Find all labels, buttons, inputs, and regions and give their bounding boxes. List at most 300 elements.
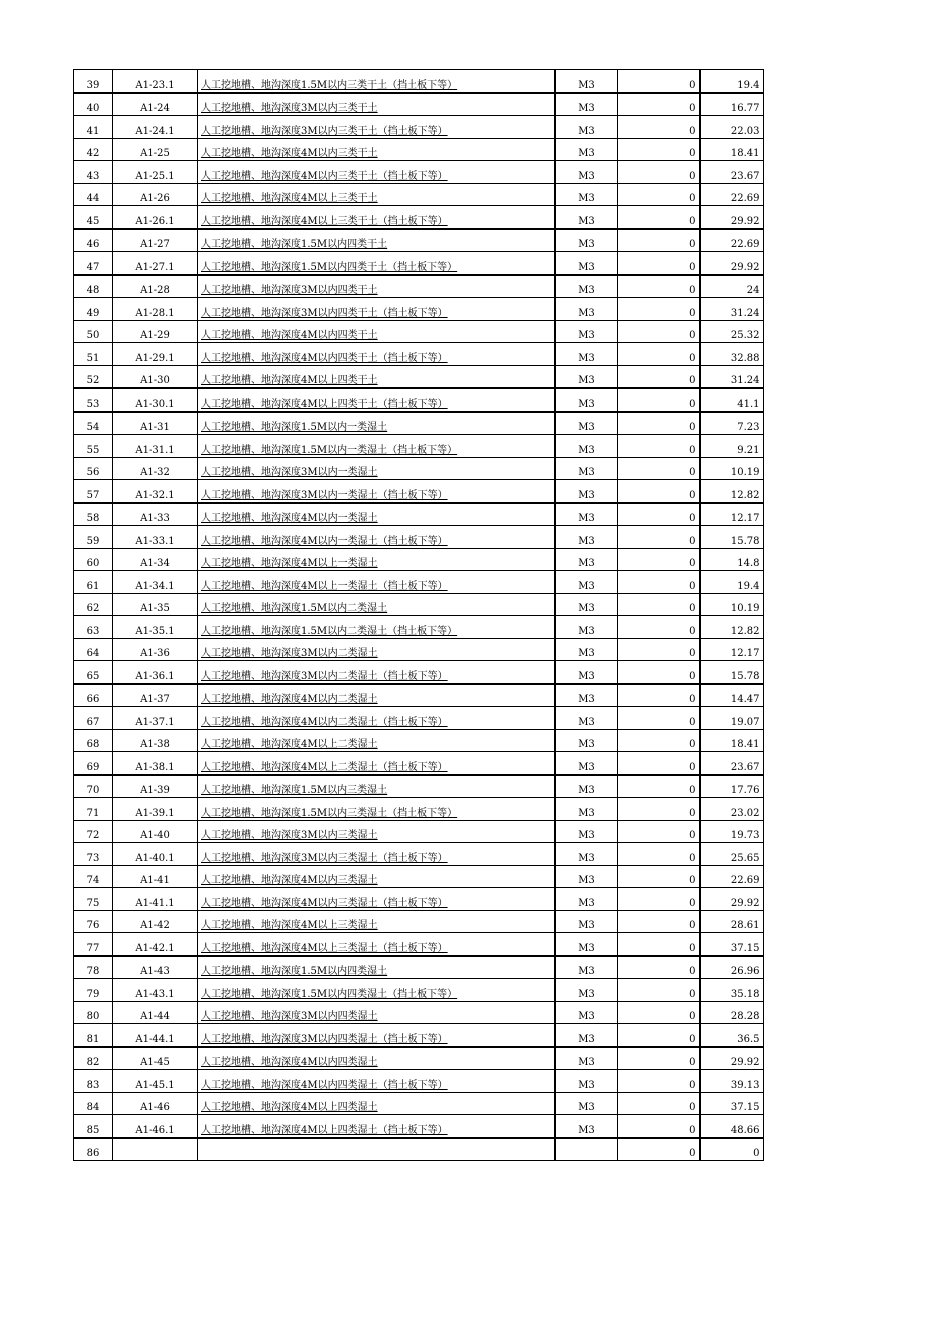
cell-quota-code[interactable]: A1-25 bbox=[113, 138, 198, 161]
cell-quota-code[interactable]: A1-33.1 bbox=[113, 526, 198, 549]
cell-quota-code[interactable]: A1-37 bbox=[113, 684, 198, 707]
cell-quantity[interactable]: 0 bbox=[618, 138, 700, 161]
cell-quota-code[interactable]: A1-42.1 bbox=[113, 933, 198, 956]
table-row bbox=[74, 593, 764, 616]
cell-row-number[interactable]: 53 bbox=[74, 388, 113, 412]
cell-row-number[interactable]: 71 bbox=[74, 798, 113, 821]
cell-item-name[interactable]: 人工挖地槽、地沟深度4M以上一类湿土 bbox=[198, 548, 556, 571]
cell-quota-code[interactable]: A1-27 bbox=[113, 229, 198, 252]
cell-unit-price[interactable]: 12.82 bbox=[700, 480, 764, 503]
cell-unit[interactable]: M3 bbox=[555, 684, 618, 707]
cell-quantity[interactable]: 0 bbox=[618, 275, 700, 298]
quota-table bbox=[73, 69, 764, 1161]
cell-item-name[interactable]: 人工挖地槽、地沟深度1.5M以内四类湿土 bbox=[198, 956, 556, 979]
cell-unit[interactable]: M3 bbox=[555, 661, 618, 684]
cell-unit-price[interactable]: 37.15 bbox=[700, 1092, 764, 1115]
cell-unit-price[interactable]: 10.19 bbox=[700, 593, 764, 616]
cell-unit-price[interactable]: 24 bbox=[700, 275, 764, 298]
cell-unit[interactable]: M3 bbox=[555, 526, 618, 549]
cell-row-number[interactable]: 75 bbox=[74, 888, 113, 911]
cell-row-number[interactable]: 42 bbox=[74, 138, 113, 161]
cell-unit[interactable]: M3 bbox=[555, 1047, 618, 1070]
cell-item-name[interactable]: 人工挖地槽、地沟深度4M以上四类湿土 bbox=[198, 1092, 556, 1115]
table-row bbox=[74, 116, 764, 139]
cell-row-number[interactable]: 46 bbox=[74, 229, 113, 252]
cell-unit[interactable]: M3 bbox=[555, 320, 618, 343]
cell-quota-code[interactable]: A1-34.1 bbox=[113, 571, 198, 594]
cell-quantity[interactable]: 0 bbox=[618, 435, 700, 458]
table-row bbox=[74, 70, 764, 93]
cell-unit[interactable]: M3 bbox=[555, 933, 618, 956]
cell-quantity[interactable]: 0 bbox=[618, 229, 700, 252]
cell-quantity[interactable]: 0 bbox=[618, 979, 700, 1002]
cell-quantity[interactable]: 0 bbox=[618, 1024, 700, 1047]
cell-quantity[interactable]: 0 bbox=[618, 93, 700, 116]
cell-quota-code[interactable]: A1-24.1 bbox=[113, 116, 198, 139]
cell-unit-price[interactable]: 12.17 bbox=[700, 638, 764, 661]
cell-quantity[interactable]: 0 bbox=[618, 343, 700, 366]
cell-quota-code[interactable]: A1-39.1 bbox=[113, 798, 198, 821]
cell-item-name[interactable]: 人工挖地槽、地沟深度4M以内四类湿土 bbox=[198, 1047, 556, 1070]
table-row bbox=[74, 138, 764, 161]
cell-unit[interactable]: M3 bbox=[555, 979, 618, 1002]
cell-quota-code[interactable] bbox=[113, 1138, 198, 1161]
cell-item-name[interactable]: 人工挖地槽、地沟深度1.5M以内四类湿土（挡土板下等） bbox=[198, 979, 556, 1002]
cell-item-name[interactable]: 人工挖地槽、地沟深度1.5M以内一类湿土（挡土板下等） bbox=[198, 435, 556, 458]
cell-row-number[interactable]: 78 bbox=[74, 956, 113, 979]
cell-row-number[interactable]: 40 bbox=[74, 93, 113, 116]
cell-unit[interactable]: M3 bbox=[555, 752, 618, 775]
cell-row-number[interactable]: 63 bbox=[74, 616, 113, 639]
cell-row-number[interactable]: 84 bbox=[74, 1092, 113, 1115]
cell-item-name[interactable]: 人工挖地槽、地沟深度1.5M以内四类干土（挡土板下等） bbox=[198, 252, 556, 275]
cell-quantity[interactable]: 0 bbox=[618, 503, 700, 526]
cell-quota-code[interactable]: A1-32.1 bbox=[113, 480, 198, 503]
cell-quantity[interactable]: 0 bbox=[618, 684, 700, 707]
cell-quota-code[interactable]: A1-40 bbox=[113, 820, 198, 843]
cell-item-name[interactable]: 人工挖地槽、地沟深度3M以内三类干土 bbox=[198, 93, 556, 116]
cell-item-name[interactable]: 人工挖地槽、地沟深度4M以上四类干土（挡土板下等） bbox=[198, 388, 556, 412]
cell-quota-code[interactable]: A1-28 bbox=[113, 275, 198, 298]
cell-quota-code[interactable]: A1-30 bbox=[113, 365, 198, 388]
cell-item-name[interactable]: 人工挖地槽、地沟深度3M以内二类湿土 bbox=[198, 638, 556, 661]
cell-item-name[interactable]: 人工挖地槽、地沟深度3M以内四类干土 bbox=[198, 275, 556, 298]
cell-item-name[interactable]: 人工挖地槽、地沟深度3M以内四类干土（挡土板下等） bbox=[198, 298, 556, 321]
cell-quota-code[interactable]: A1-36 bbox=[113, 638, 198, 661]
cell-row-number[interactable]: 43 bbox=[74, 161, 113, 184]
cell-unit-price[interactable]: 19.4 bbox=[700, 70, 764, 93]
cell-unit[interactable]: M3 bbox=[555, 910, 618, 933]
cell-unit[interactable] bbox=[555, 1138, 618, 1161]
cell-quantity[interactable]: 0 bbox=[618, 820, 700, 843]
cell-quantity[interactable]: 0 bbox=[618, 1115, 700, 1138]
cell-unit[interactable]: M3 bbox=[555, 820, 618, 843]
table-row bbox=[74, 503, 764, 526]
cell-item-name[interactable]: 人工挖地槽、地沟深度4M以上二类湿土 bbox=[198, 729, 556, 752]
cell-row-number[interactable]: 51 bbox=[74, 343, 113, 366]
cell-quantity[interactable]: 0 bbox=[618, 593, 700, 616]
cell-quantity[interactable]: 0 bbox=[618, 320, 700, 343]
cell-row-number[interactable]: 77 bbox=[74, 933, 113, 956]
cell-item-name[interactable]: 人工挖地槽、地沟深度4M以上三类湿土（挡土板下等） bbox=[198, 933, 556, 956]
cell-unit[interactable]: M3 bbox=[555, 229, 618, 252]
cell-quota-code[interactable]: A1-31.1 bbox=[113, 435, 198, 458]
cell-quantity[interactable]: 0 bbox=[618, 252, 700, 275]
cell-item-name[interactable]: 人工挖地槽、地沟深度4M以内一类湿土（挡土板下等） bbox=[198, 526, 556, 549]
cell-unit-price[interactable]: 19.73 bbox=[700, 820, 764, 843]
cell-item-name[interactable]: 人工挖地槽、地沟深度4M以上四类湿土（挡土板下等） bbox=[198, 1115, 556, 1138]
cell-item-name[interactable]: 人工挖地槽、地沟深度4M以内三类干土（挡土板下等） bbox=[198, 161, 556, 184]
cell-unit[interactable]: M3 bbox=[555, 775, 618, 798]
cell-quantity[interactable]: 0 bbox=[618, 843, 700, 866]
cell-row-number[interactable]: 54 bbox=[74, 412, 113, 435]
cell-item-name[interactable]: 人工挖地槽、地沟深度3M以内三类湿土（挡土板下等） bbox=[198, 843, 556, 866]
cell-unit-price[interactable]: 14.8 bbox=[700, 548, 764, 571]
cell-quantity[interactable]: 0 bbox=[618, 1092, 700, 1115]
cell-quota-code[interactable]: A1-36.1 bbox=[113, 661, 198, 684]
cell-unit-price[interactable]: 18.41 bbox=[700, 138, 764, 161]
cell-quota-code[interactable]: A1-35.1 bbox=[113, 616, 198, 639]
cell-unit-price[interactable]: 23.67 bbox=[700, 161, 764, 184]
cell-quota-code[interactable]: A1-39 bbox=[113, 775, 198, 798]
cell-row-number[interactable]: 66 bbox=[74, 684, 113, 707]
cell-quota-code[interactable]: A1-31 bbox=[113, 412, 198, 435]
cell-unit[interactable]: M3 bbox=[555, 593, 618, 616]
cell-unit-price[interactable]: 35.18 bbox=[700, 979, 764, 1002]
cell-unit-price[interactable]: 39.13 bbox=[700, 1070, 764, 1093]
cell-quota-code[interactable]: A1-30.1 bbox=[113, 388, 198, 412]
cell-row-number[interactable]: 50 bbox=[74, 320, 113, 343]
table-row bbox=[74, 457, 764, 480]
cell-quantity[interactable]: 0 bbox=[618, 729, 700, 752]
table-row bbox=[74, 1024, 764, 1047]
cell-row-number[interactable]: 70 bbox=[74, 775, 113, 798]
cell-quota-code[interactable]: A1-27.1 bbox=[113, 252, 198, 275]
cell-unit[interactable]: M3 bbox=[555, 93, 618, 116]
cell-row-number[interactable]: 72 bbox=[74, 820, 113, 843]
cell-quantity[interactable]: 0 bbox=[618, 183, 700, 206]
cell-unit-price[interactable]: 36.5 bbox=[700, 1024, 764, 1047]
cell-quota-code[interactable]: A1-29 bbox=[113, 320, 198, 343]
cell-quota-code[interactable]: A1-33 bbox=[113, 503, 198, 526]
cell-quantity[interactable]: 0 bbox=[618, 910, 700, 933]
cell-row-number[interactable]: 68 bbox=[74, 729, 113, 752]
cell-quantity[interactable]: 0 bbox=[618, 571, 700, 594]
cell-item-name[interactable]: 人工挖地槽、地沟深度3M以内四类湿土 bbox=[198, 1001, 556, 1024]
cell-item-name[interactable]: 人工挖地槽、地沟深度3M以内三类湿土 bbox=[198, 820, 556, 843]
cell-row-number[interactable]: 55 bbox=[74, 435, 113, 458]
cell-item-name[interactable]: 人工挖地槽、地沟深度4M以上四类干土 bbox=[198, 365, 556, 388]
cell-row-number[interactable]: 58 bbox=[74, 503, 113, 526]
cell-row-number[interactable]: 85 bbox=[74, 1115, 113, 1138]
cell-unit[interactable]: M3 bbox=[555, 275, 618, 298]
cell-row-number[interactable]: 44 bbox=[74, 183, 113, 206]
cell-unit-price[interactable]: 15.78 bbox=[700, 526, 764, 549]
cell-quota-code[interactable]: A1-26 bbox=[113, 183, 198, 206]
cell-unit[interactable]: M3 bbox=[555, 1115, 618, 1138]
cell-item-name[interactable]: 人工挖地槽、地沟深度4M以上三类干土 bbox=[198, 183, 556, 206]
cell-row-number[interactable]: 39 bbox=[74, 70, 113, 93]
cell-unit[interactable]: M3 bbox=[555, 616, 618, 639]
cell-quota-code[interactable]: A1-41 bbox=[113, 865, 198, 888]
cell-unit[interactable]: M3 bbox=[555, 865, 618, 888]
cell-unit[interactable]: M3 bbox=[555, 843, 618, 866]
cell-unit-price[interactable]: 19.07 bbox=[700, 707, 764, 730]
cell-unit-price[interactable]: 29.92 bbox=[700, 206, 764, 229]
cell-item-name[interactable]: 人工挖地槽、地沟深度4M以内三类干土 bbox=[198, 138, 556, 161]
cell-row-number[interactable]: 69 bbox=[74, 752, 113, 775]
cell-row-number[interactable]: 41 bbox=[74, 116, 113, 139]
cell-row-number[interactable]: 60 bbox=[74, 548, 113, 571]
cell-quantity[interactable]: 0 bbox=[618, 412, 700, 435]
cell-item-name[interactable]: 人工挖地槽、地沟深度4M以内三类湿土（挡土板下等） bbox=[198, 888, 556, 911]
cell-unit[interactable]: M3 bbox=[555, 480, 618, 503]
cell-unit[interactable]: M3 bbox=[555, 412, 618, 435]
cell-quota-code[interactable]: A1-41.1 bbox=[113, 888, 198, 911]
cell-row-number[interactable]: 47 bbox=[74, 252, 113, 275]
cell-quantity[interactable]: 0 bbox=[618, 956, 700, 979]
cell-quantity[interactable]: 0 bbox=[618, 1047, 700, 1070]
cell-unit[interactable]: M3 bbox=[555, 1092, 618, 1115]
cell-item-name[interactable]: 人工挖地槽、地沟深度4M以上一类湿土（挡土板下等） bbox=[198, 571, 556, 594]
cell-quota-code[interactable]: A1-25.1 bbox=[113, 161, 198, 184]
cell-quota-code[interactable]: A1-28.1 bbox=[113, 298, 198, 321]
cell-item-name[interactable]: 人工挖地槽、地沟深度4M以内四类干土 bbox=[198, 320, 556, 343]
cell-quantity[interactable]: 0 bbox=[618, 1138, 700, 1161]
cell-item-name[interactable]: 人工挖地槽、地沟深度4M以内四类湿土（挡土板下等） bbox=[198, 1070, 556, 1093]
cell-item-name[interactable]: 人工挖地槽、地沟深度4M以内三类湿土 bbox=[198, 865, 556, 888]
cell-quantity[interactable]: 0 bbox=[618, 388, 700, 412]
cell-quota-code[interactable]: A1-43.1 bbox=[113, 979, 198, 1002]
quota-table-body bbox=[74, 70, 764, 1161]
cell-unit-price[interactable]: 12.82 bbox=[700, 616, 764, 639]
cell-quota-code[interactable]: A1-43 bbox=[113, 956, 198, 979]
table-row bbox=[74, 298, 764, 321]
cell-item-name[interactable]: 人工挖地槽、地沟深度3M以内一类湿土 bbox=[198, 457, 556, 480]
cell-row-number[interactable]: 67 bbox=[74, 707, 113, 730]
cell-unit[interactable]: M3 bbox=[555, 956, 618, 979]
cell-unit-price[interactable]: 31.24 bbox=[700, 298, 764, 321]
cell-item-name[interactable] bbox=[198, 1138, 556, 1161]
cell-unit[interactable]: M3 bbox=[555, 638, 618, 661]
cell-quantity[interactable]: 0 bbox=[618, 548, 700, 571]
cell-item-name[interactable]: 人工挖地槽、地沟深度1.5M以内三类干土（挡土板下等） bbox=[198, 70, 556, 93]
cell-unit-price[interactable]: 22.69 bbox=[700, 865, 764, 888]
cell-row-number[interactable]: 81 bbox=[74, 1024, 113, 1047]
cell-quantity[interactable]: 0 bbox=[618, 298, 700, 321]
cell-quantity[interactable]: 0 bbox=[618, 480, 700, 503]
cell-unit[interactable]: M3 bbox=[555, 1024, 618, 1047]
cell-quantity[interactable]: 0 bbox=[618, 206, 700, 229]
table-row bbox=[74, 435, 764, 458]
cell-quota-code[interactable]: A1-23.1 bbox=[113, 70, 198, 93]
cell-unit-price[interactable]: 22.69 bbox=[700, 229, 764, 252]
cell-row-number[interactable]: 80 bbox=[74, 1001, 113, 1024]
cell-unit-price[interactable]: 28.28 bbox=[700, 1001, 764, 1024]
cell-unit-price[interactable]: 41.1 bbox=[700, 388, 764, 412]
cell-quantity[interactable]: 0 bbox=[618, 161, 700, 184]
cell-quota-code[interactable]: A1-35 bbox=[113, 593, 198, 616]
cell-unit[interactable]: M3 bbox=[555, 729, 618, 752]
cell-unit[interactable]: M3 bbox=[555, 707, 618, 730]
cell-unit-price[interactable]: 29.92 bbox=[700, 888, 764, 911]
cell-quantity[interactable]: 0 bbox=[618, 1001, 700, 1024]
cell-item-name[interactable]: 人工挖地槽、地沟深度4M以上二类湿土（挡土板下等） bbox=[198, 752, 556, 775]
cell-unit-price[interactable]: 15.78 bbox=[700, 661, 764, 684]
cell-quota-code[interactable]: A1-45 bbox=[113, 1047, 198, 1070]
cell-unit[interactable]: M3 bbox=[555, 252, 618, 275]
cell-quota-code[interactable]: A1-46 bbox=[113, 1092, 198, 1115]
cell-quota-code[interactable]: A1-38.1 bbox=[113, 752, 198, 775]
cell-row-number[interactable]: 76 bbox=[74, 910, 113, 933]
cell-unit[interactable]: M3 bbox=[555, 70, 618, 93]
cell-item-name[interactable]: 人工挖地槽、地沟深度3M以内一类湿土（挡土板下等） bbox=[198, 480, 556, 503]
cell-quantity[interactable]: 0 bbox=[618, 752, 700, 775]
cell-unit-price[interactable]: 23.02 bbox=[700, 798, 764, 821]
cell-item-name[interactable]: 人工挖地槽、地沟深度4M以内二类湿土 bbox=[198, 684, 556, 707]
cell-quota-code[interactable]: A1-45.1 bbox=[113, 1070, 198, 1093]
cell-unit-price[interactable]: 29.92 bbox=[700, 252, 764, 275]
cell-quantity[interactable]: 0 bbox=[618, 775, 700, 798]
cell-unit-price[interactable]: 48.66 bbox=[700, 1115, 764, 1138]
cell-quantity[interactable]: 0 bbox=[618, 865, 700, 888]
cell-unit[interactable]: M3 bbox=[555, 888, 618, 911]
cell-item-name[interactable]: 人工挖地槽、地沟深度1.5M以内二类湿土（挡土板下等） bbox=[198, 616, 556, 639]
cell-unit-price[interactable]: 23.67 bbox=[700, 752, 764, 775]
cell-unit-price[interactable]: 29.92 bbox=[700, 1047, 764, 1070]
cell-item-name[interactable]: 人工挖地槽、地沟深度4M以内四类干土（挡土板下等） bbox=[198, 343, 556, 366]
cell-row-number[interactable]: 64 bbox=[74, 638, 113, 661]
cell-quota-code[interactable]: A1-44 bbox=[113, 1001, 198, 1024]
cell-unit-price[interactable]: 9.21 bbox=[700, 435, 764, 458]
cell-row-number[interactable]: 52 bbox=[74, 365, 113, 388]
cell-row-number[interactable]: 65 bbox=[74, 661, 113, 684]
cell-unit[interactable]: M3 bbox=[555, 457, 618, 480]
cell-row-number[interactable]: 62 bbox=[74, 593, 113, 616]
cell-unit[interactable]: M3 bbox=[555, 1070, 618, 1093]
cell-unit-price[interactable]: 16.77 bbox=[700, 93, 764, 116]
cell-row-number[interactable]: 48 bbox=[74, 275, 113, 298]
cell-unit[interactable]: M3 bbox=[555, 503, 618, 526]
cell-quantity[interactable]: 0 bbox=[618, 70, 700, 93]
cell-unit[interactable]: M3 bbox=[555, 571, 618, 594]
cell-unit[interactable]: M3 bbox=[555, 138, 618, 161]
cell-unit-price[interactable]: 26.96 bbox=[700, 956, 764, 979]
cell-unit-price[interactable]: 18.41 bbox=[700, 729, 764, 752]
cell-quota-code[interactable]: A1-40.1 bbox=[113, 843, 198, 866]
cell-unit[interactable]: M3 bbox=[555, 365, 618, 388]
cell-row-number[interactable]: 45 bbox=[74, 206, 113, 229]
cell-quantity[interactable]: 0 bbox=[618, 1070, 700, 1093]
cell-unit-price[interactable]: 7.23 bbox=[700, 412, 764, 435]
cell-row-number[interactable]: 82 bbox=[74, 1047, 113, 1070]
cell-quota-code[interactable]: A1-44.1 bbox=[113, 1024, 198, 1047]
cell-item-name[interactable]: 人工挖地槽、地沟深度1.5M以内三类湿土 bbox=[198, 775, 556, 798]
cell-unit[interactable]: M3 bbox=[555, 183, 618, 206]
cell-item-name[interactable]: 人工挖地槽、地沟深度1.5M以内四类干土 bbox=[198, 229, 556, 252]
cell-row-number[interactable]: 57 bbox=[74, 480, 113, 503]
cell-unit-price[interactable]: 37.15 bbox=[700, 933, 764, 956]
cell-unit-price[interactable]: 25.65 bbox=[700, 843, 764, 866]
cell-quantity[interactable]: 0 bbox=[618, 616, 700, 639]
cell-quantity[interactable]: 0 bbox=[618, 798, 700, 821]
cell-unit-price[interactable]: 22.69 bbox=[700, 183, 764, 206]
cell-item-name[interactable]: 人工挖地槽、地沟深度4M以上三类干土（挡土板下等） bbox=[198, 206, 556, 229]
cell-quantity[interactable]: 0 bbox=[618, 661, 700, 684]
cell-unit[interactable]: M3 bbox=[555, 798, 618, 821]
cell-row-number[interactable]: 74 bbox=[74, 865, 113, 888]
cell-quantity[interactable]: 0 bbox=[618, 457, 700, 480]
cell-quota-code[interactable]: A1-29.1 bbox=[113, 343, 198, 366]
cell-item-name[interactable]: 人工挖地槽、地沟深度4M以内一类湿土 bbox=[198, 503, 556, 526]
cell-unit-price[interactable]: 22.03 bbox=[700, 116, 764, 139]
cell-quantity[interactable]: 0 bbox=[618, 116, 700, 139]
cell-quota-code[interactable]: A1-34 bbox=[113, 548, 198, 571]
cell-item-name[interactable]: 人工挖地槽、地沟深度4M以上三类湿土 bbox=[198, 910, 556, 933]
cell-row-number[interactable]: 59 bbox=[74, 526, 113, 549]
cell-unit[interactable]: M3 bbox=[555, 1001, 618, 1024]
cell-unit[interactable]: M3 bbox=[555, 343, 618, 366]
cell-unit-price[interactable]: 25.32 bbox=[700, 320, 764, 343]
cell-row-number[interactable]: 83 bbox=[74, 1070, 113, 1093]
cell-item-name[interactable]: 人工挖地槽、地沟深度1.5M以内一类湿土 bbox=[198, 412, 556, 435]
cell-unit[interactable]: M3 bbox=[555, 206, 618, 229]
cell-item-name[interactable]: 人工挖地槽、地沟深度1.5M以内三类湿土（挡土板下等） bbox=[198, 798, 556, 821]
cell-row-number[interactable]: 61 bbox=[74, 571, 113, 594]
cell-row-number[interactable]: 56 bbox=[74, 457, 113, 480]
cell-unit-price[interactable]: 12.17 bbox=[700, 503, 764, 526]
cell-item-name[interactable]: 人工挖地槽、地沟深度1.5M以内二类湿土 bbox=[198, 593, 556, 616]
cell-unit[interactable]: M3 bbox=[555, 388, 618, 412]
cell-quota-code[interactable]: A1-32 bbox=[113, 457, 198, 480]
cell-quantity[interactable]: 0 bbox=[618, 638, 700, 661]
cell-unit-price[interactable]: 32.88 bbox=[700, 343, 764, 366]
cell-item-name[interactable]: 人工挖地槽、地沟深度3M以内二类湿土（挡土板下等） bbox=[198, 661, 556, 684]
table-row bbox=[74, 933, 764, 956]
cell-quantity[interactable]: 0 bbox=[618, 933, 700, 956]
cell-quota-code[interactable]: A1-26.1 bbox=[113, 206, 198, 229]
cell-unit[interactable]: M3 bbox=[555, 161, 618, 184]
cell-quantity[interactable]: 0 bbox=[618, 365, 700, 388]
cell-quota-code[interactable]: A1-24 bbox=[113, 93, 198, 116]
cell-unit[interactable]: M3 bbox=[555, 298, 618, 321]
cell-unit-price[interactable]: 28.61 bbox=[700, 910, 764, 933]
cell-unit[interactable]: M3 bbox=[555, 435, 618, 458]
cell-item-name[interactable]: 人工挖地槽、地沟深度3M以内三类干土（挡土板下等） bbox=[198, 116, 556, 139]
cell-item-name[interactable]: 人工挖地槽、地沟深度3M以内四类湿土（挡土板下等） bbox=[198, 1024, 556, 1047]
cell-unit-price[interactable]: 19.4 bbox=[700, 571, 764, 594]
cell-unit[interactable]: M3 bbox=[555, 116, 618, 139]
cell-unit-price[interactable]: 10.19 bbox=[700, 457, 764, 480]
cell-row-number[interactable]: 49 bbox=[74, 298, 113, 321]
cell-unit-price[interactable]: 31.24 bbox=[700, 365, 764, 388]
cell-quota-code[interactable]: A1-38 bbox=[113, 729, 198, 752]
cell-row-number[interactable]: 79 bbox=[74, 979, 113, 1002]
cell-quota-code[interactable]: A1-37.1 bbox=[113, 707, 198, 730]
cell-quantity[interactable]: 0 bbox=[618, 707, 700, 730]
cell-quota-code[interactable]: A1-42 bbox=[113, 910, 198, 933]
cell-unit-price[interactable]: 0 bbox=[700, 1138, 764, 1161]
cell-quantity[interactable]: 0 bbox=[618, 888, 700, 911]
cell-unit-price[interactable]: 17.76 bbox=[700, 775, 764, 798]
cell-row-number[interactable]: 86 bbox=[74, 1138, 113, 1161]
cell-quantity[interactable]: 0 bbox=[618, 526, 700, 549]
cell-unit-price[interactable]: 14.47 bbox=[700, 684, 764, 707]
cell-quota-code[interactable]: A1-46.1 bbox=[113, 1115, 198, 1138]
cell-unit[interactable]: M3 bbox=[555, 548, 618, 571]
cell-item-name[interactable]: 人工挖地槽、地沟深度4M以内二类湿土（挡土板下等） bbox=[198, 707, 556, 730]
cell-row-number[interactable]: 73 bbox=[74, 843, 113, 866]
